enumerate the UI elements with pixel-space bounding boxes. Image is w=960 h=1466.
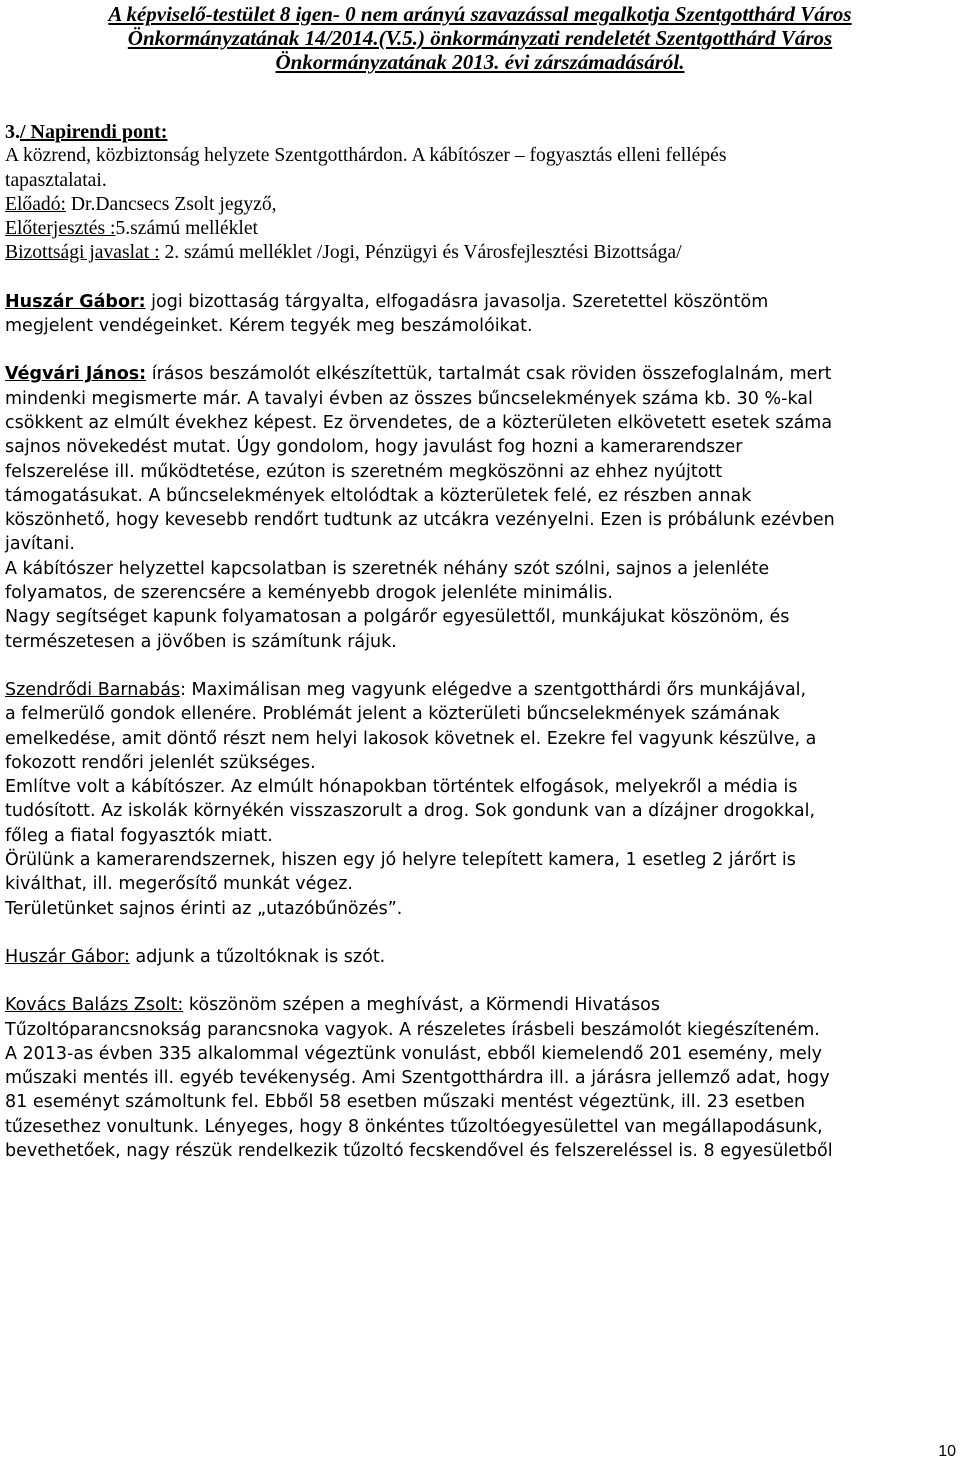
speech-line: köszönhető, hogy kevesebb rendőrt tudtunk az utcákra vezényelni. Ezen is próbálunk ezévben xyxy=(5,510,835,531)
speech-line: műszaki mentés ill. egyéb tevékenység. Ami Szentgotthárdra ill. a járásra jellemző adat, hogy xyxy=(5,1068,830,1089)
speech-line: emelkedése, amit döntő részt nem helyi lakosok követnek el. Ezekre fel vagyunk készülve, a xyxy=(5,728,817,749)
speech-vegvari xyxy=(5,362,955,654)
speaker-name: Huszár Gábor: xyxy=(5,291,146,312)
speech-line: Örülünk a kamerarendszernek, hiszen egy jó helyre telepített kamera, 1 esetleg 2 járőrt is xyxy=(5,850,796,871)
agenda-title: 3./ Napirendi pont: xyxy=(5,121,168,143)
speech-line: Szendrődi Barnabás: Maximálisan meg vagyunk elégedve a szentgotthárdi őrs munkájával, xyxy=(5,679,807,700)
agenda-topic-line-1: A közrend, közbiztonság helyzete Szentgotthárdon. A kábítószer – fogyasztás elleni fellépés xyxy=(5,145,727,167)
speech-line: természetesen a jövőben is számítunk rájuk. xyxy=(5,631,397,652)
header-line-1: A képviselő-testület 8 igen- 0 nem arányú szavazással megalkotja Szentgotthárd Város xyxy=(108,2,852,26)
speech-line: Végvári János: írásos beszámolót elkészítettük, tartalmát csak röviden összefoglalnám, mert xyxy=(5,364,832,385)
speaker-name: Kovács Balázs Zsolt: xyxy=(5,995,184,1016)
agenda-presenter: Előadó: Dr.Dancsecs Zsolt jegyző, xyxy=(5,193,277,215)
speech-huszar-2 xyxy=(5,945,955,969)
header-line-3: Önkormányzatának 2013. évi zárszámadásáról. xyxy=(275,50,685,74)
agenda-committee: Bizottsági javaslat : 2. számú melléklet /Jogi, Pénzügyi és Városfejlesztési Bizottsága/ xyxy=(5,242,682,264)
speech-line: csökkent az elmúlt évekhez képest. Ez örvendetes, de a közterületen elkövetett esetek száma xyxy=(5,412,833,433)
speech-line: Huszár Gábor: jogi bizottaság tárgyalta, elfogadásra javasolja. Szeretettel köszöntöm xyxy=(5,291,769,312)
speech-line: sajnos növekedést mutat. Úgy gondolom, hogy javulást fog hozni a kamerarendszer xyxy=(5,437,743,458)
speech-line: tűzesethez vonultunk. Lényeges, hogy 8 önkéntes tűzoltóegyesülettel van megállapodásunk, xyxy=(5,1116,823,1137)
speech-line: bevethetőek, nagy részük rendelkezik tűzoltó fecskendővel és felszereléssel is. 8 egyesületből xyxy=(5,1140,833,1161)
speech-line: javítani. xyxy=(5,534,75,555)
speech-line: felszerelése ill. működtetése, ezúton is szeretném megköszönni az ehhez nyújtott xyxy=(5,461,723,482)
speech-line: megjelent vendégeinket. Kérem tegyék meg beszámolóikat. xyxy=(5,316,533,337)
speech-line: kiválthat, ill. megerősítő munkát végez. xyxy=(5,874,353,895)
speaker-name: Szendrődi Barnabás xyxy=(5,679,181,700)
agenda-topic-line-2: tapasztalatai. xyxy=(5,169,107,191)
speech-line: A kábítószer helyzettel kapcsolatban is szeretnék néhány szót szólni, sajnos a jelenléte xyxy=(5,558,770,579)
speech-line: a felmerülő gondok ellenére. Problémát jelent a közterületi bűncselekmények számának xyxy=(5,704,780,725)
speech-line: tudósított. Az iskolák környékén visszaszorult a drog. Sok gondunk van a dízájner drogokkal, xyxy=(5,801,816,822)
header-line-2: Önkormányzatának 14/2014.(V.5.) önkormányzati rendeletét Szentgotthárd Város xyxy=(127,26,833,50)
speech-line: Huszár Gábor: adjunk a tűzoltóknak is szót. xyxy=(5,946,386,967)
document-page xyxy=(5,0,955,1163)
resolution-header xyxy=(5,2,955,74)
speech-line: mindenki megismerte már. A tavalyi évben az összes bűncselekmények száma kb. 30 %-kal xyxy=(5,388,813,409)
speech-szendrodi xyxy=(5,678,955,921)
agenda-submission: Előterjesztés :5.számú melléklet xyxy=(5,218,259,240)
speech-line: Nagy segítséget kapunk folyamatosan a polgárőr egyesülettől, munkájukat köszönöm, és xyxy=(5,607,790,628)
speech-line: Területünket sajnos érinti az „utazóbűnözés”. xyxy=(5,898,403,919)
speech-line: 81 eseményt számoltunk fel. Ebből 58 esetben műszaki mentést végeztünk, ill. 23 esetben xyxy=(5,1092,806,1113)
speech-huszar-1 xyxy=(5,290,955,339)
speech-line: fokozott rendőri jelenlét szükséges. xyxy=(5,752,316,773)
speech-line: főleg a fiatal fogyasztók miatt. xyxy=(5,825,273,846)
speech-line: támogatásukat. A bűncselekmények eltolódtak a közterületek felé, ez részben annak xyxy=(5,485,752,506)
speech-line: Tűzoltóparancsnokság parancsnoka vagyok. A részeletes írásbeli beszámolót kiegészíteném. xyxy=(5,1019,820,1040)
speech-line: folyamatos, de szerencsére a keményebb drogok jelenléte minimális. xyxy=(5,583,613,604)
speech-line: A 2013-as évben 335 alkalommal végeztünk vonulást, ebből kiemelendő 201 esemény, mely xyxy=(5,1043,823,1064)
speech-line: Kovács Balázs Zsolt: köszönöm szépen a meghívást, a Körmendi Hivatásos xyxy=(5,995,661,1016)
speech-kovacs xyxy=(5,993,955,1163)
page-number: 10 xyxy=(938,1443,956,1460)
speech-line: Említve volt a kábítószer. Az elmúlt hónapokban történtek elfogások, melyekről a média is xyxy=(5,777,798,798)
speaker-name: Végvári János: xyxy=(5,364,147,385)
speaker-name: Huszár Gábor: xyxy=(5,946,130,967)
agenda-block xyxy=(5,120,955,266)
